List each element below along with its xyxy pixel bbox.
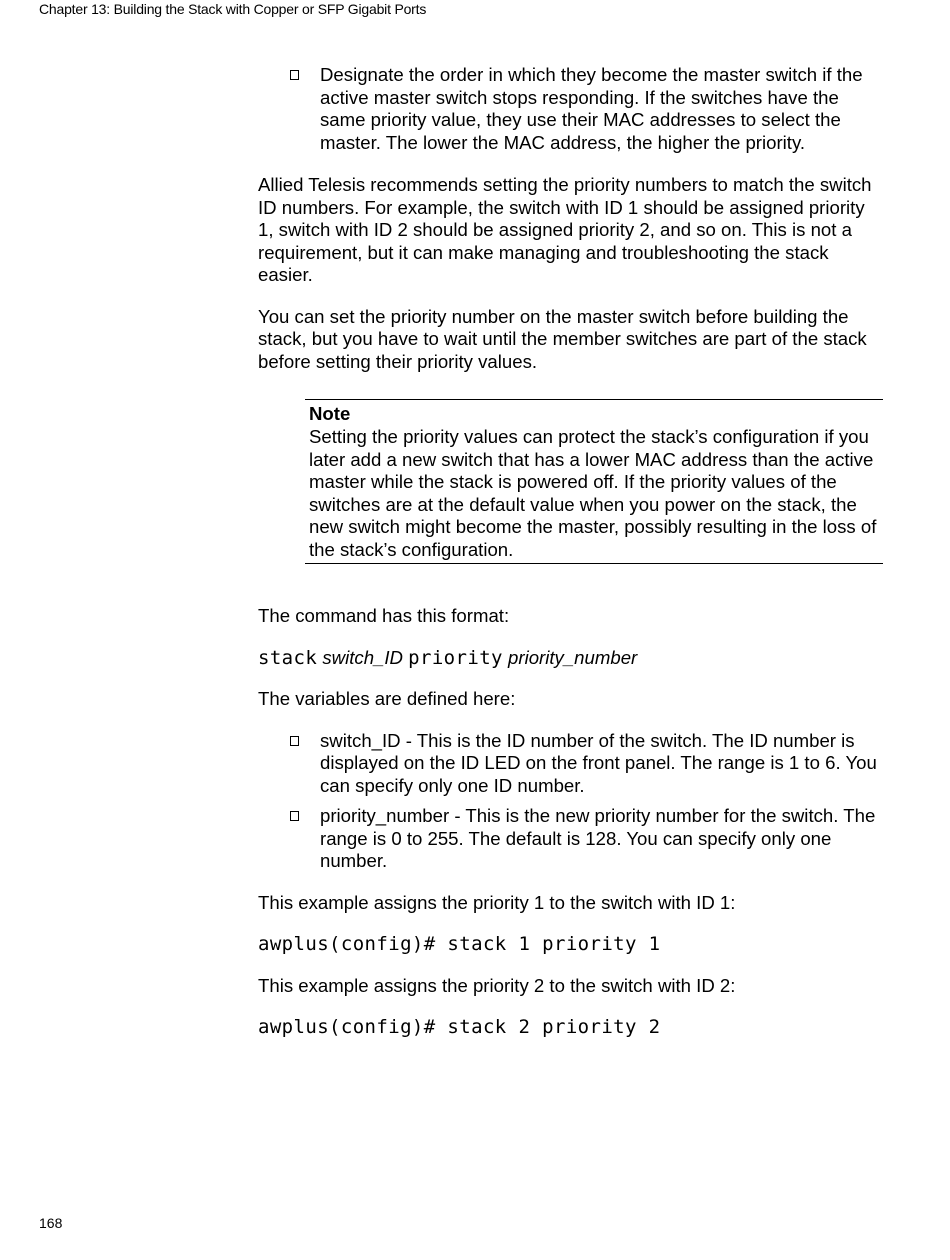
checkbox-bullet-icon xyxy=(290,70,299,80)
note-body: Setting the priority values can protect the stack’s configuration if you later add a new switch that has a lower MAC address than the active master while the stack is powered off. If the priority values of the switches are at the default value when you power on the stack, the new switch might become the master, possibly resulting in the loss of the stack’s configuration. xyxy=(309,426,877,560)
command-keyword: priority xyxy=(408,646,503,669)
command-variable: priority_number xyxy=(508,646,638,668)
list-item xyxy=(258,64,883,154)
page-number: 168 xyxy=(39,1215,63,1231)
example1-command: awplus(config)# stack 1 priority 1 xyxy=(258,933,661,955)
set-priority-paragraph: You can set the priority number on the master switch before building the stack, but you have to wait until the member switches are part of the stack before setting their priority values. xyxy=(258,305,867,372)
bullet-text: Designate the order in which they become the master switch if the active master switch stops responding. If the switches have the same priority value, they use their MAC addresses to select the master. The lower the MAC address, the higher the priority. xyxy=(320,64,863,153)
list-item xyxy=(258,805,883,873)
note-box xyxy=(305,399,883,564)
example1-paragraph: This example assigns the priority 1 to the switch with ID 1: xyxy=(258,891,736,913)
checkbox-bullet-icon xyxy=(290,736,299,746)
chapter-header: Chapter 13: Building the Stack with Copper or SFP Gigabit Ports xyxy=(39,1,427,17)
list-item xyxy=(258,730,883,798)
variables-paragraph: The variables are defined here: xyxy=(258,688,516,709)
command-variable: switch_ID xyxy=(322,646,403,668)
note-heading: Note xyxy=(309,403,351,424)
example2-paragraph: This example assigns the priority 2 to the switch with ID 2: xyxy=(258,974,736,996)
format-paragraph: The command has this format: xyxy=(258,605,510,626)
page-content xyxy=(258,64,883,1039)
variables-bullet-list xyxy=(258,730,883,873)
checkbox-bullet-icon xyxy=(290,811,299,821)
command-syntax xyxy=(258,647,883,670)
command-keyword: stack xyxy=(258,646,318,669)
priority-bullet-list xyxy=(258,64,883,154)
example2-command: awplus(config)# stack 2 priority 2 xyxy=(258,1016,661,1038)
bullet-text: priority_number - This is the new priority number for the switch. The range is 0 to 255. The default is 128. You can specify only one number. xyxy=(320,805,876,871)
recommendation-paragraph: Allied Telesis recommends setting the priority numbers to match the switch ID numbers. For example, the switch with ID 1 should be assigned priority 1, switch with ID 2 should be assigned priority 2, and so on. This is not a requirement, but it can make managing and troubleshooting the stack easier. xyxy=(258,174,872,285)
bullet-text: switch_ID - This is the ID number of the switch. The ID number is displayed on the ID LED on the front panel. The range is 1 to 6. You can specify only one ID number. xyxy=(320,729,877,796)
